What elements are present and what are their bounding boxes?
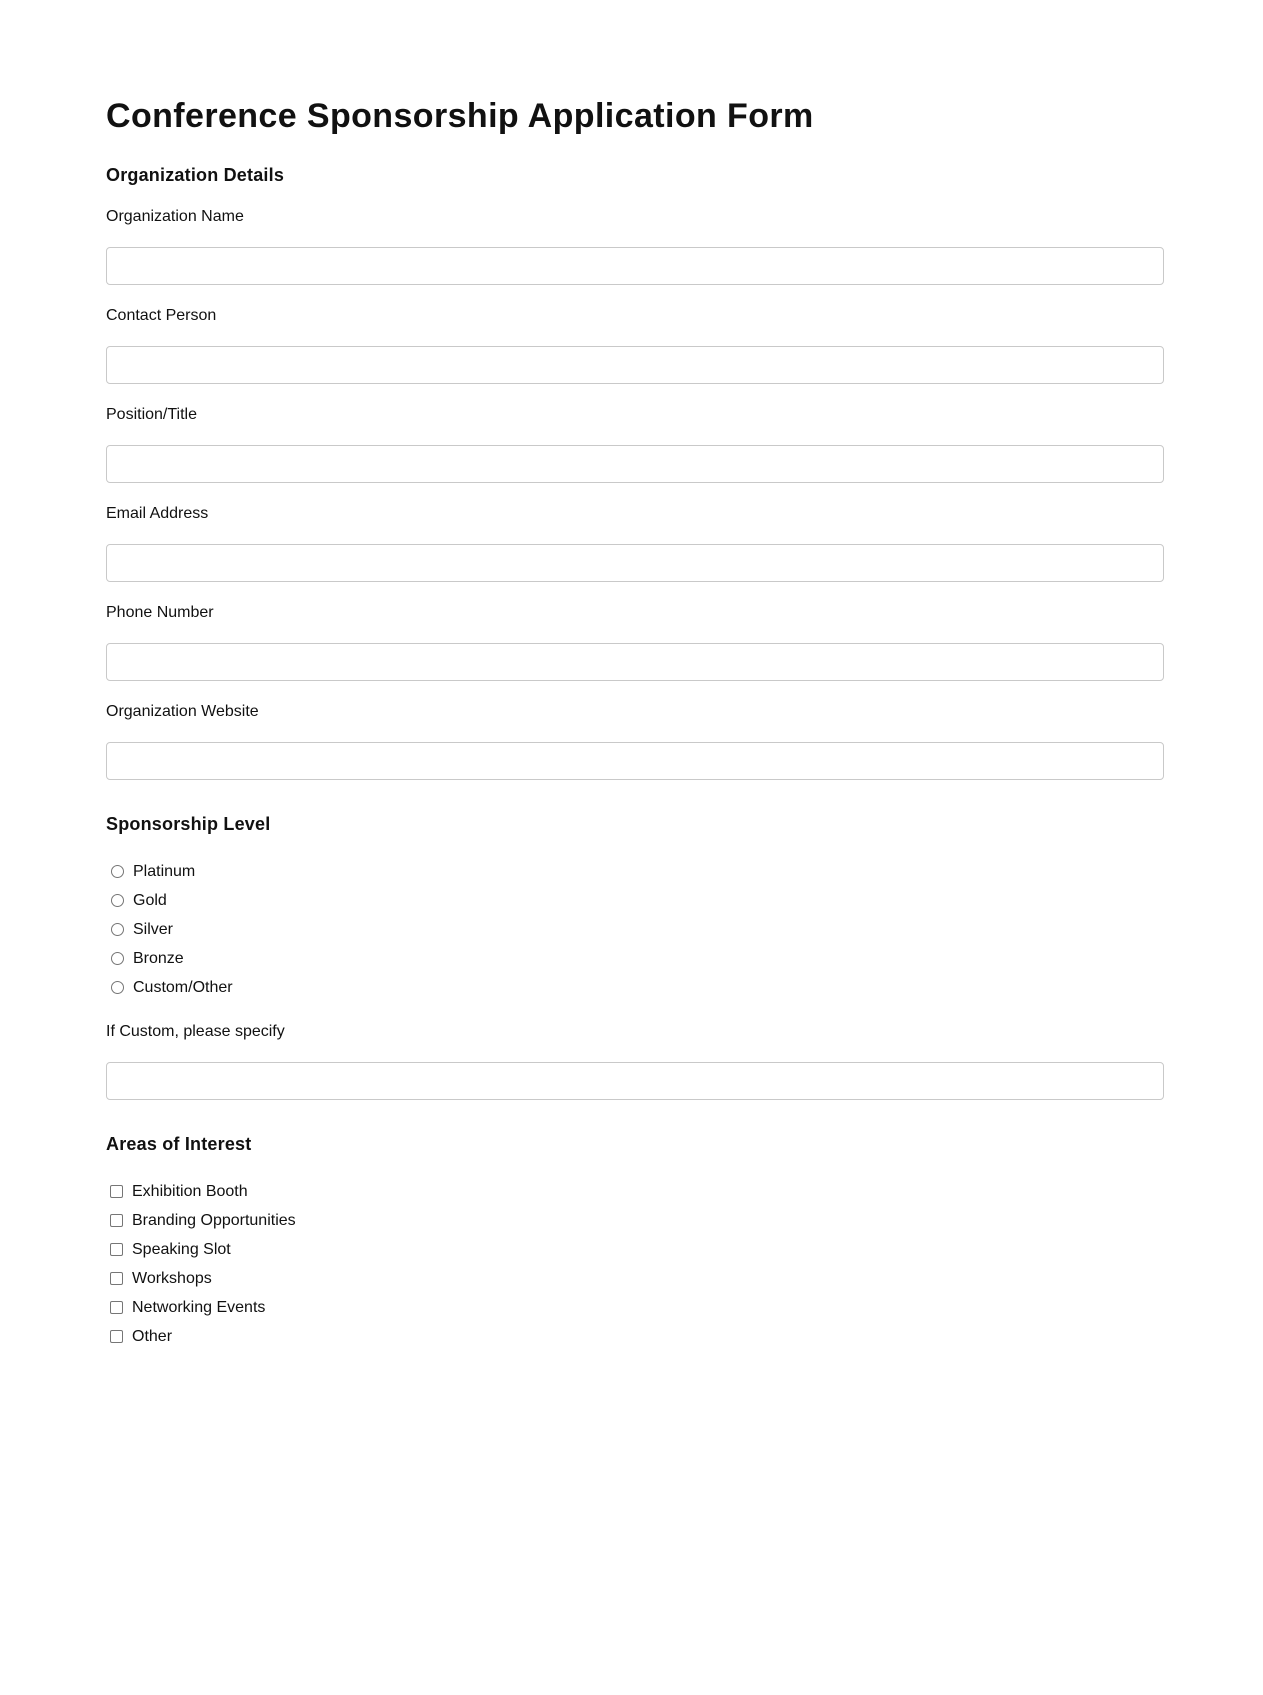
checkbox-option-label: Branding Opportunities xyxy=(132,1211,296,1229)
checkbox-option-label: Other xyxy=(132,1327,173,1345)
radio-button[interactable] xyxy=(111,894,124,907)
checkbox-option-networking-events[interactable] xyxy=(106,1293,1164,1322)
sponsorship-level-heading: Sponsorship Level xyxy=(106,814,271,834)
position-title-input[interactable] xyxy=(106,445,1164,483)
radio-button[interactable] xyxy=(111,923,124,936)
checkbox[interactable] xyxy=(110,1243,123,1256)
radio-option-platinum[interactable] xyxy=(106,857,1164,886)
radio-option-label: Platinum xyxy=(133,862,196,880)
organization-website-input[interactable] xyxy=(106,742,1164,780)
areas-of-interest-heading: Areas of Interest xyxy=(106,1134,252,1154)
organization-details-heading: Organization Details xyxy=(106,165,285,185)
organization-website-label: Organization Website xyxy=(106,703,259,720)
sponsorship-level-options xyxy=(106,857,1164,1002)
position-title-label: Position/Title xyxy=(106,406,197,423)
checkbox[interactable] xyxy=(110,1272,123,1285)
checkbox-option-label: Speaking Slot xyxy=(132,1240,231,1258)
sponsorship-form xyxy=(106,96,1164,1351)
page-title: Conference Sponsorship Application Form xyxy=(106,97,814,135)
checkbox-option-workshops[interactable] xyxy=(106,1264,1164,1293)
organization-name-label: Organization Name xyxy=(106,208,244,225)
radio-option-silver[interactable] xyxy=(106,915,1164,944)
email-address-label: Email Address xyxy=(106,505,209,522)
radio-option-custom-other[interactable] xyxy=(106,973,1164,1002)
contact-person-input[interactable] xyxy=(106,346,1164,384)
checkbox-option-label: Exhibition Booth xyxy=(132,1182,248,1200)
radio-option-label: Silver xyxy=(133,920,174,938)
radio-option-bronze[interactable] xyxy=(106,944,1164,973)
radio-button[interactable] xyxy=(111,981,124,994)
checkbox[interactable] xyxy=(110,1301,123,1314)
areas-of-interest-options xyxy=(106,1177,1164,1351)
radio-button[interactable] xyxy=(111,952,124,965)
checkbox[interactable] xyxy=(110,1185,123,1198)
phone-number-label: Phone Number xyxy=(106,604,214,621)
checkbox-option-label: Networking Events xyxy=(132,1298,266,1316)
checkbox-option-speaking-slot[interactable] xyxy=(106,1235,1164,1264)
organization-name-input[interactable] xyxy=(106,247,1164,285)
radio-option-label: Custom/Other xyxy=(133,978,233,996)
checkbox-option-other[interactable] xyxy=(106,1322,1164,1351)
checkbox-option-label: Workshops xyxy=(132,1269,212,1287)
checkbox-option-branding-opportunities[interactable] xyxy=(106,1206,1164,1235)
radio-button[interactable] xyxy=(111,865,124,878)
contact-person-label: Contact Person xyxy=(106,307,217,324)
custom-specify-label: If Custom, please specify xyxy=(106,1023,285,1040)
custom-specify-input[interactable] xyxy=(106,1062,1164,1100)
radio-option-label: Gold xyxy=(133,891,167,909)
checkbox[interactable] xyxy=(110,1330,123,1343)
checkbox-option-exhibition-booth[interactable] xyxy=(106,1177,1164,1206)
radio-option-gold[interactable] xyxy=(106,886,1164,915)
radio-option-label: Bronze xyxy=(133,949,184,967)
checkbox[interactable] xyxy=(110,1214,123,1227)
email-address-input[interactable] xyxy=(106,544,1164,582)
phone-number-input[interactable] xyxy=(106,643,1164,681)
